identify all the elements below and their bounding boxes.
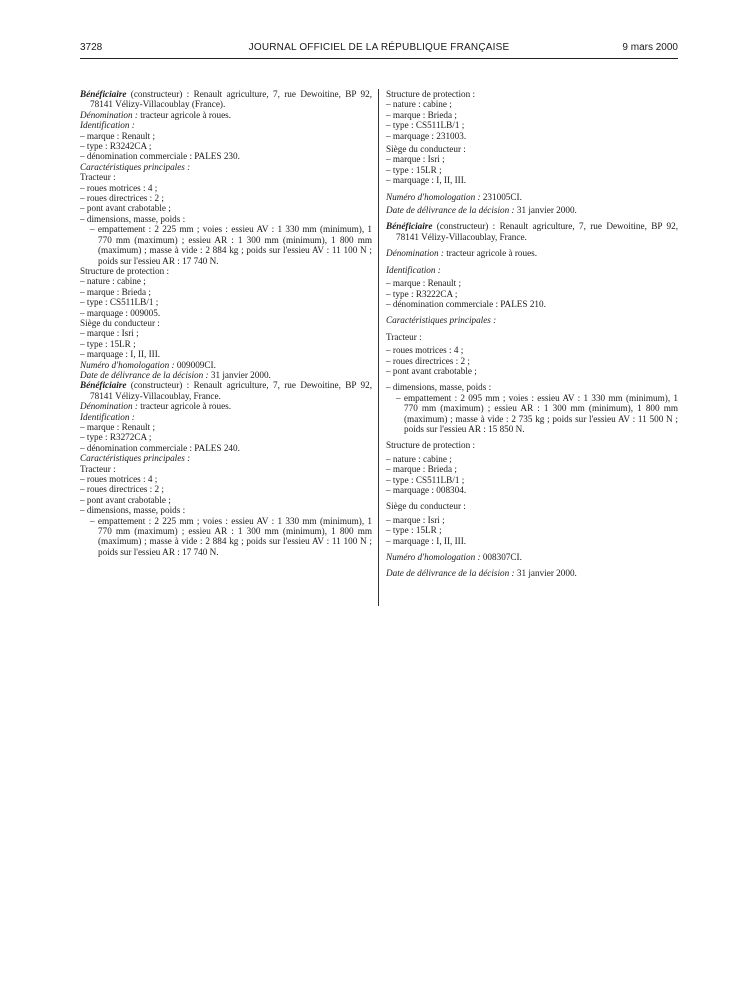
nature: – nature : cabine ; [386, 453, 452, 464]
dimensions: – dimensions, masse, poids : [80, 505, 186, 516]
roues-directrices: – roues directrices : 2 ; [386, 355, 470, 366]
structure-protection: Structure de protection : [80, 265, 170, 276]
entry-pales-230 [80, 89, 372, 380]
type-protection: – type : CS511LB/1 ; [386, 120, 465, 131]
pont-avant: – pont avant crabotable ; [80, 203, 171, 214]
roues-motrices: – roues motrices : 4 ; [80, 182, 158, 193]
type-protection: – type : CS511LB/1 ; [386, 474, 465, 485]
marquage-protection: – marquage : 009005. [80, 307, 161, 318]
dimensions: – dimensions, masse, poids : [386, 382, 492, 393]
structure-protection: Structure de protection : [386, 89, 476, 99]
caracteristiques-label: Caractéristiques principales : [80, 161, 191, 172]
tracteur: Tracteur : [386, 331, 422, 342]
roues-directrices: – roues directrices : 2 ; [80, 484, 164, 495]
type-siege: – type : 15LR ; [80, 338, 136, 349]
header-rule [80, 58, 678, 59]
numero-homologation: Numéro d'homologation : 008307CI. [386, 552, 522, 563]
marque-protection: – marque : Brieda ; [386, 109, 457, 120]
denomination-commerciale: – dénomination commerciale : PALES 210. [386, 298, 546, 309]
identification-label: Identification : [386, 264, 441, 275]
journal-title: JOURNAL OFFICIEL DE LA RÉPUBLIQUE FRANÇAISE [248, 42, 510, 53]
marquage-siege: – marquage : I, II, III. [80, 349, 161, 360]
marque-protection: – marque : Brieda ; [80, 286, 151, 297]
marque-siege: – marque : Isri ; [80, 328, 139, 339]
marquage-protection: – marquage : 231003. [386, 130, 467, 141]
marquage-protection: – marquage : 008304. [386, 485, 467, 495]
marquage-siege: – marquage : I, II, III. [386, 175, 467, 186]
denomination-commerciale: – dénomination commerciale : PALES 230. [80, 151, 240, 162]
type: – type : R3222CA ; [386, 288, 458, 299]
left-column [80, 89, 372, 557]
dimensions: – dimensions, masse, poids : [80, 213, 186, 224]
entry-pales-240-continued [386, 89, 678, 215]
type: – type : R3242CA ; [80, 141, 152, 152]
type-siege: – type : 15LR ; [386, 164, 442, 175]
caracteristiques-label: Caractéristiques principales : [80, 453, 191, 464]
beneficiaire: Bénéficiaire (constructeur) : Renault agriculture, 7, rue Dewoitine, BP 92, 78141 Vélizy-Villacoublay (France). [80, 89, 372, 110]
nature: – nature : cabine ; [80, 276, 146, 287]
pont-avant: – pont avant crabotable ; [80, 494, 171, 505]
beneficiaire: Bénéficiaire (constructeur) : Renault agriculture, 7, rue Dewoitine, BP 92, 78141 Vélizy-Villacoublay, France. [80, 380, 372, 401]
marquage-siege: – marquage : I, II, III. [386, 535, 467, 546]
type-siege: – type : 15LR ; [386, 525, 442, 536]
marque-siege: – marque : Isri ; [386, 154, 445, 165]
denomination-commerciale: – dénomination commerciale : PALES 240. [80, 442, 240, 453]
siege-conducteur: Siège du conducteur : [80, 317, 160, 328]
marque: – marque : Renault ; [80, 422, 156, 432]
issue-date: 9 mars 2000 [622, 42, 678, 53]
siege-conducteur: Siège du conducteur : [386, 144, 466, 155]
marque-protection: – marque : Brieda ; [386, 464, 457, 475]
right-column [386, 89, 678, 579]
roues-motrices: – roues motrices : 4 ; [80, 474, 158, 485]
marque-siege: – marque : Isri ; [386, 514, 445, 525]
roues-motrices: – roues motrices : 4 ; [386, 345, 464, 356]
empattement: – empattement : 2 095 mm ; voies : essieu AV : 1 330 mm (minimum), 1 770 mm (maximum) ; essieu AR : 1 300 mm (minimum), 1 800 mm (maximum) ; masse à vide : 2 735 kg ; poids sur l'essieu AV : 11 500 N ; poids sur l'essieu AR : 15 850 N. [396, 392, 678, 434]
marque: – marque : Renault ; [80, 130, 156, 141]
page-header [80, 42, 678, 56]
identification-label: Identification : [80, 120, 135, 131]
marque: – marque : Renault ; [386, 278, 462, 289]
empattement: – empattement : 2 225 mm ; voies : essieu AV : 1 330 mm (minimum), 1 770 mm (maximum) ; essieu AR : 1 300 mm (minimum), 1 800 mm (maximum) ; masse à vide : 2 884 kg ; poids sur l'essieu AV : 11 100 N ; poids sur l'essieu AR : 17 740 N. [90, 224, 372, 266]
caracteristiques-label: Caractéristiques principales : [386, 315, 497, 326]
type-protection: – type : CS511LB/1 ; [80, 297, 159, 308]
nature: – nature : cabine ; [386, 99, 452, 110]
structure-protection: Structure de protection : [386, 440, 476, 451]
identification-label: Identification : [80, 411, 135, 422]
pont-avant: – pont avant crabotable ; [386, 365, 477, 376]
beneficiaire: Bénéficiaire (constructeur) : Renault agriculture, 7, rue Dewoitine, BP 92, 78141 Vélizy-Villacoublay, France. [386, 221, 678, 242]
date-delivrance: Date de délivrance de la décision : 31 janvier 2000. [80, 369, 271, 380]
empattement: – empattement : 2 225 mm ; voies : essieu AV : 1 330 mm (minimum), 1 770 mm (maximum) ; essieu AR : 1 300 mm (minimum), 1 800 mm (maximum) ; masse à vide : 2 884 kg ; poids sur l'essieu AV : 11 100 N ; poids sur l'essieu AR : 17 740 N. [90, 515, 372, 557]
page-number: 3728 [80, 42, 103, 53]
tracteur: Tracteur : [80, 463, 116, 474]
numero-homologation: Numéro d'homologation : 009009CI. [80, 359, 216, 370]
date-delivrance: Date de délivrance de la décision : 31 janvier 2000. [386, 568, 577, 579]
denomination: Dénomination : tracteur agricole à roues. [386, 248, 538, 259]
type: – type : R3272CA ; [80, 432, 152, 443]
entry-pales-210 [386, 221, 678, 578]
column-divider [378, 89, 379, 606]
numero-homologation: Numéro d'homologation : 231005CI. [386, 191, 522, 202]
entry-pales-240 [80, 380, 372, 557]
denomination: Dénomination : tracteur agricole à roues. [80, 109, 232, 120]
denomination: Dénomination : tracteur agricole à roues. [80, 401, 232, 412]
date-delivrance: Date de délivrance de la décision : 31 janvier 2000. [386, 205, 577, 216]
roues-directrices: – roues directrices : 2 ; [80, 193, 164, 204]
tracteur: Tracteur : [80, 172, 116, 183]
siege-conducteur: Siège du conducteur : [386, 501, 466, 512]
